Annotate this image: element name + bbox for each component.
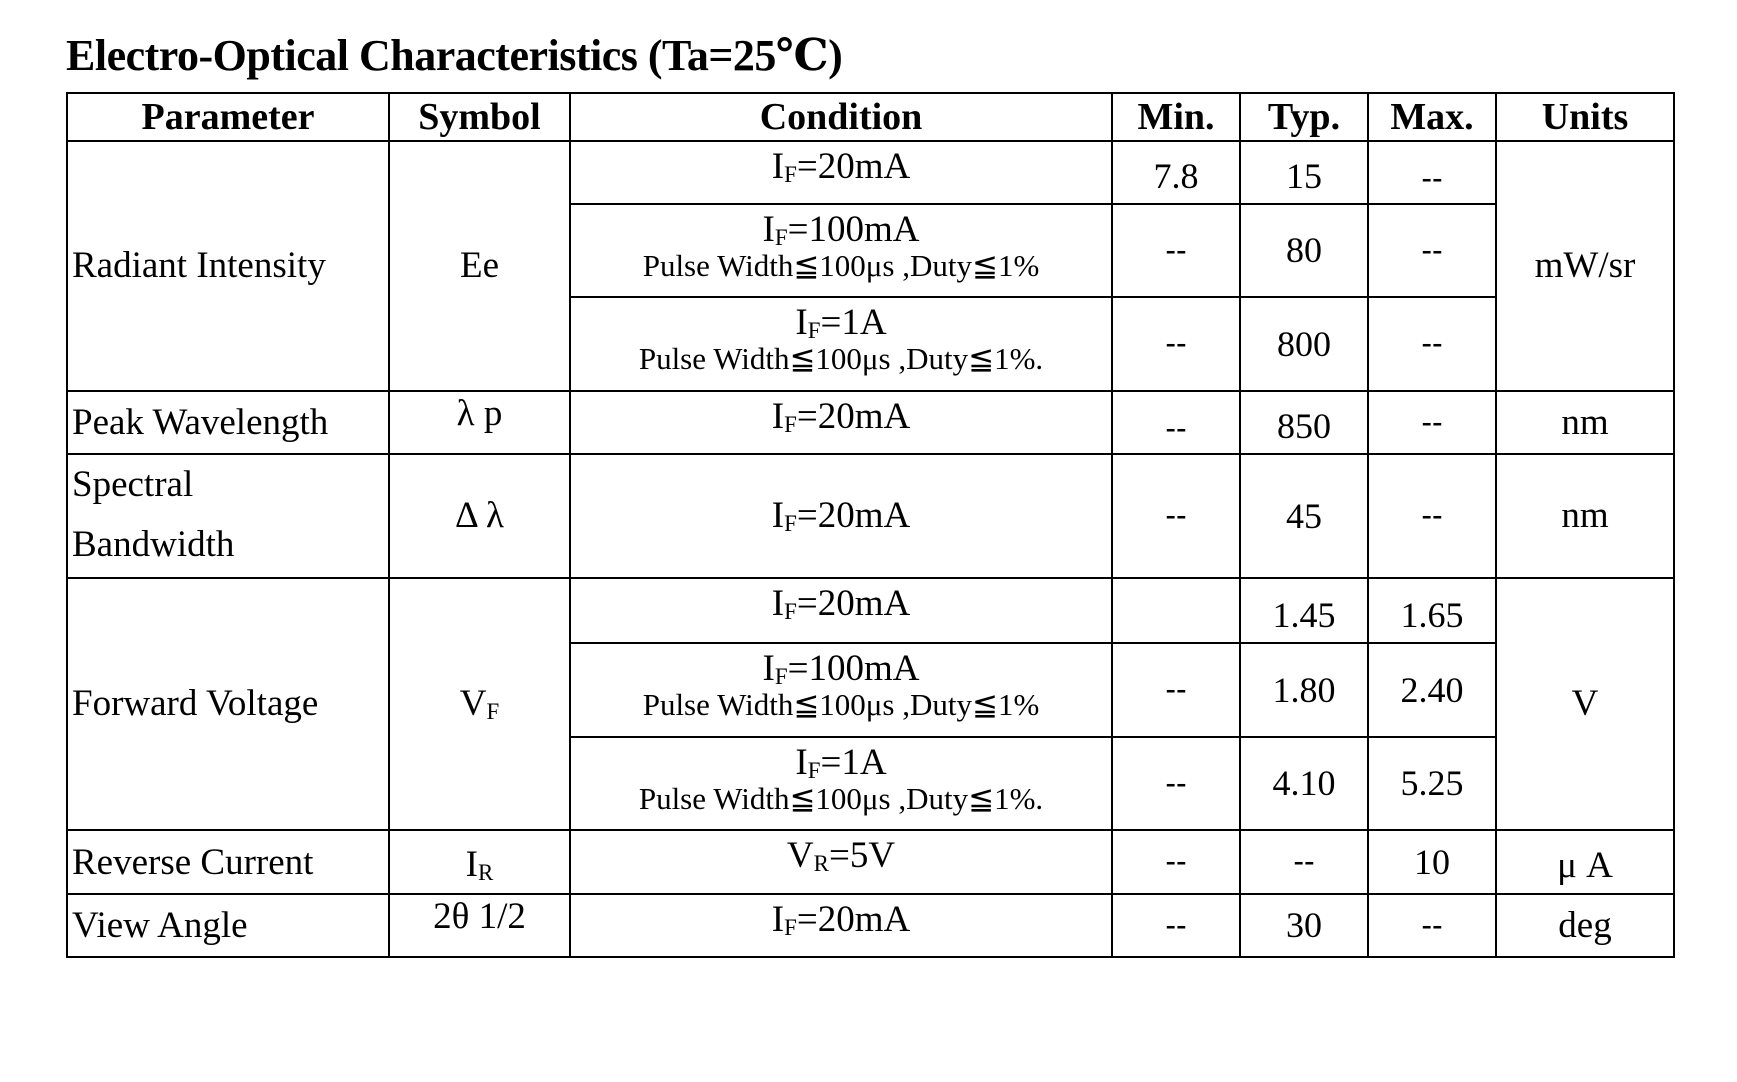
header-symbol: Symbol — [389, 93, 570, 141]
condition-cell — [570, 204, 1112, 298]
param-view-angle: View Angle — [67, 894, 389, 957]
unit-forward-voltage: V — [1496, 578, 1674, 830]
typ-value: 30 — [1240, 894, 1368, 957]
condition-cell — [570, 297, 1112, 391]
min-value: -- — [1112, 204, 1240, 298]
max-value: -- — [1368, 204, 1496, 298]
condition-current: $I_F=20mA$ — [771, 395, 911, 437]
min-value: 7.8 — [1112, 141, 1240, 203]
symbol-radiant-intensity: Ee — [389, 141, 570, 390]
max-value: 1.65 — [1368, 578, 1496, 643]
min-value: -- — [1112, 391, 1240, 454]
param-reverse-current: Reverse Current — [67, 830, 389, 893]
header-condition: Condition — [570, 93, 1112, 141]
min-value: -- — [1112, 454, 1240, 578]
condition-cell — [570, 578, 1112, 643]
condition-cell — [570, 830, 1112, 893]
param-line: Spectral — [72, 464, 194, 506]
condition-note: Pulse Width≦100μs ,Duty≦1%. — [638, 780, 1044, 816]
condition-note: Pulse Width≦100μs ,Duty≦1% — [642, 247, 1040, 283]
condition-current: $I_F=20mA$ — [771, 582, 911, 624]
header-max: Max. — [1368, 93, 1496, 141]
max-value: 5.25 — [1368, 737, 1496, 831]
condition-cell: $I_F=20mA$ — [570, 454, 1112, 578]
header-min: Min. — [1112, 93, 1240, 141]
typ-value: 15 — [1240, 141, 1368, 203]
condition-cell — [570, 894, 1112, 957]
unit-spectral-bandwidth: nm — [1496, 454, 1674, 578]
typ-value: 1.45 — [1240, 578, 1368, 643]
condition-voltage: $V_R=5V$ — [786, 835, 896, 877]
table-row — [67, 141, 1674, 203]
page-title: Electro-Optical Characteristics (Ta=25℃) — [66, 31, 843, 80]
min-value: -- — [1112, 297, 1240, 391]
max-value: 10 — [1368, 830, 1496, 893]
condition-cell — [570, 643, 1112, 737]
condition-current: $I_F=20mA$ — [771, 146, 911, 188]
table-row — [67, 894, 1674, 957]
condition-note: Pulse Width≦100μs ,Duty≦1% — [642, 687, 1040, 723]
param-spectral-bandwidth — [67, 454, 389, 578]
table-row — [67, 391, 1674, 454]
table-row — [67, 454, 1674, 578]
typ-value: 850 — [1240, 391, 1368, 454]
condition-cell — [570, 737, 1112, 831]
symbol-forward-voltage: $V_F$ — [389, 578, 570, 830]
max-value: -- — [1368, 297, 1496, 391]
condition-current: $I_F=100mA$ — [762, 208, 920, 250]
typ-value: 45 — [1240, 454, 1368, 578]
symbol-view-angle: 2θ 1/2 — [389, 894, 570, 957]
header-row — [67, 93, 1674, 141]
typ-value: 1.80 — [1240, 643, 1368, 737]
unit-peak-wavelength: nm — [1496, 391, 1674, 454]
condition-current: $I_F=100mA$ — [762, 648, 920, 690]
param-peak-wavelength: Peak Wavelength — [67, 391, 389, 454]
condition-current: $I_F=1A$ — [795, 302, 887, 344]
table-row — [67, 830, 1674, 893]
max-value: -- — [1368, 391, 1496, 454]
param-line: Bandwidth — [72, 524, 235, 566]
characteristics-table — [66, 92, 1675, 958]
unit-radiant-intensity: mW/sr — [1496, 141, 1674, 390]
condition-current: $I_F=1A$ — [795, 741, 887, 783]
min-value: -- — [1112, 830, 1240, 893]
min-value: -- — [1112, 894, 1240, 957]
max-value: -- — [1368, 141, 1496, 203]
header-units: Units — [1496, 93, 1674, 141]
param-radiant-intensity: Radiant Intensity — [67, 141, 389, 390]
condition-note: Pulse Width≦100μs ,Duty≦1%. — [638, 341, 1044, 377]
unit-view-angle: deg — [1496, 894, 1674, 957]
table-row — [67, 578, 1674, 643]
condition-cell — [570, 391, 1112, 454]
header-parameter: Parameter — [67, 93, 389, 141]
min-value: -- — [1112, 643, 1240, 737]
unit-reverse-current: μ A — [1496, 830, 1674, 893]
typ-value: 800 — [1240, 297, 1368, 391]
header-typ: Typ. — [1240, 93, 1368, 141]
min-value: -- — [1112, 737, 1240, 831]
param-forward-voltage: Forward Voltage — [67, 578, 389, 830]
typ-value: -- — [1240, 830, 1368, 893]
symbol-spectral-bandwidth: Δ λ — [389, 454, 570, 578]
typ-value: 4.10 — [1240, 737, 1368, 831]
max-value: 2.40 — [1368, 643, 1496, 737]
symbol-peak-wavelength: λ p — [389, 391, 570, 454]
typ-value: 80 — [1240, 204, 1368, 298]
max-value: -- — [1368, 454, 1496, 578]
min-value — [1112, 578, 1240, 643]
max-value: -- — [1368, 894, 1496, 957]
symbol-reverse-current: $I_R$ — [389, 830, 570, 893]
condition-current: $I_F=20mA$ — [771, 898, 911, 940]
condition-cell — [570, 141, 1112, 203]
